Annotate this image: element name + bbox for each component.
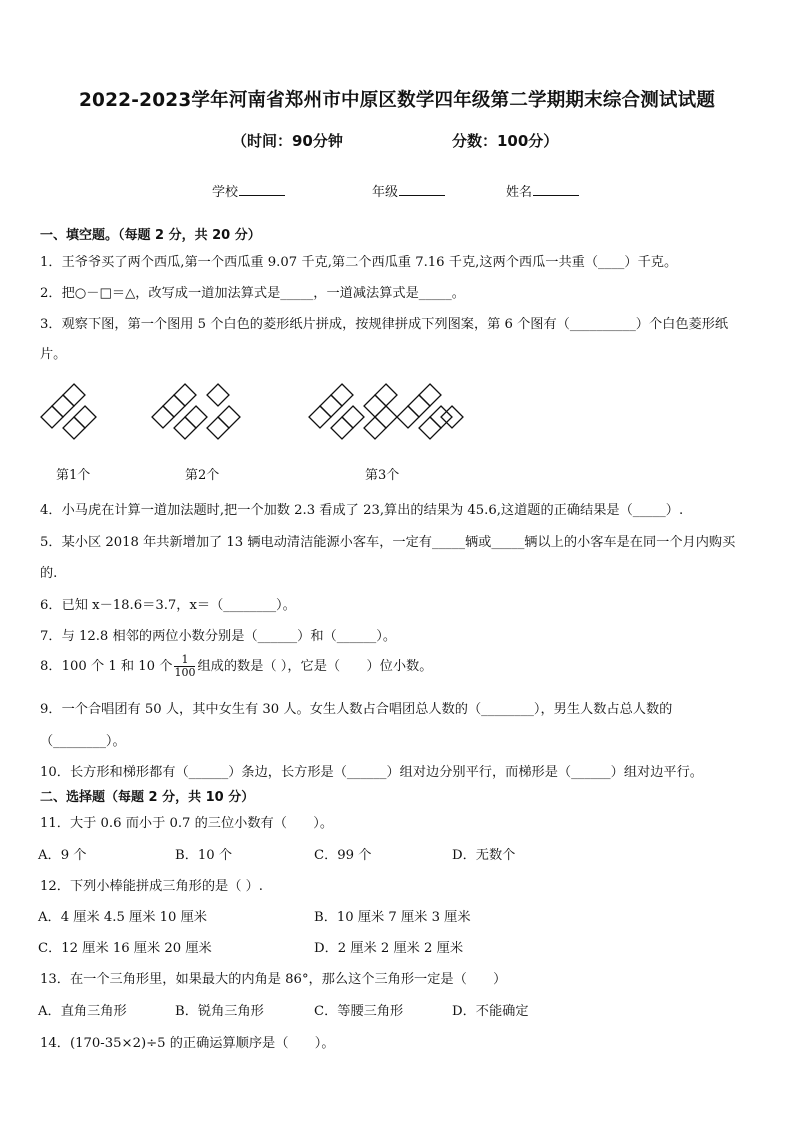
fraction xyxy=(174,654,195,679)
exam-title: 2022-2023学年河南省郑州市中原区数学四年级第二学期期末综合测试试题 xyxy=(78,90,716,111)
question-8 xyxy=(40,654,432,679)
question-4: 4．小马虎在计算一道加法题时,把一个加数 2.3 看成了 23,算出的结果为 45.6,这道题的正确结果是（_____）. xyxy=(40,503,684,518)
question-11-option-a[interactable]: A．9 个 xyxy=(38,848,87,863)
question-10: 10．长方形和梯形都有（______）条边，长方形是（______）组对边分别平行，而梯形是（______）组对边平行。 xyxy=(40,765,703,780)
rhombus xyxy=(419,384,441,406)
question-12-option-b[interactable]: B．10 厘米 7 厘米 3 厘米 xyxy=(314,910,471,925)
rhombus xyxy=(375,406,397,428)
rhombus xyxy=(375,384,397,406)
question-9-line-2: （________）。 xyxy=(40,734,126,749)
exam-time: （时间：90分钟 xyxy=(232,132,343,150)
rhombus xyxy=(331,384,353,406)
question-12-option-c[interactable]: C．12 厘米 16 厘米 20 厘米 xyxy=(38,941,212,956)
rhombus xyxy=(41,406,63,428)
question-9-line-1: 9．一个合唱团有 50 人，其中女生有 30 人。女生人数占合唱团总人数的（________），男生人数占总人数的 xyxy=(40,702,673,717)
section-2-heading: 二、选择题（每题 2 分，共 10 分） xyxy=(40,790,255,805)
rhombus xyxy=(397,406,419,428)
rhombus xyxy=(419,417,441,439)
pattern-figure-3 xyxy=(308,382,468,448)
question-2: 2．把○－□＝△，改写成一道加法算式是_____，一道减法算式是_____。 xyxy=(40,286,465,301)
rhombus xyxy=(52,395,74,417)
rhombus xyxy=(74,406,96,428)
question-13-option-a[interactable]: A．直角三角形 xyxy=(38,1004,127,1019)
question-11-option-d[interactable]: D．无数个 xyxy=(452,848,516,863)
question-12-option-a[interactable]: A．4 厘米 4.5 厘米 10 厘米 xyxy=(38,910,207,925)
fraction-numerator: 1 xyxy=(174,654,195,667)
rhombus xyxy=(207,384,229,406)
rhombus xyxy=(152,406,174,428)
question-3-line-1: 3．观察下图，第一个图用 5 个白色的菱形纸片拼成，按规律拼成下列图案，第 6 个图有（__________）个白色菱形纸 xyxy=(40,317,729,332)
question-13: 13．在一个三角形里，如果最大的内角是 86°，那么这个三角形一定是（ ） xyxy=(40,972,507,987)
question-8-text-after: 组成的数是（ ），它是（ ）位小数。 xyxy=(197,659,433,674)
question-11-option-c[interactable]: C．99 个 xyxy=(314,848,372,863)
question-1: 1．王爷爷买了两个西瓜,第一个西瓜重 9.07 千克,第二个西瓜重 7.16 千克,这两个西瓜一共重（____）千克。 xyxy=(40,255,678,270)
question-13-option-b[interactable]: B．锐角三角形 xyxy=(175,1004,264,1019)
question-7: 7．与 12.8 相邻的两位小数分别是（______）和（______）。 xyxy=(40,629,397,644)
grade-field xyxy=(372,181,445,200)
figure-label-3: 第3个 xyxy=(365,468,400,483)
question-5-line-1: 5．某小区 2018 年共新增加了 13 辆电动清洁能源小客车，一定有_____辆或_____辆以上的小客车是在同一个月内购买 xyxy=(40,535,736,550)
question-8-text-before: 8．100 个 1 和 10 个 xyxy=(40,659,173,674)
question-3-line-2: 片。 xyxy=(40,347,67,362)
school-label: 学校 xyxy=(212,185,239,200)
question-11: 11．大于 0.6 而小于 0.7 的三位小数有（ ）。 xyxy=(40,816,334,831)
rhombus xyxy=(364,395,386,417)
rhombus xyxy=(309,406,331,428)
rhombus xyxy=(331,417,353,439)
section-1-heading: 一、填空题。（每题 2 分，共 20 分） xyxy=(40,228,261,243)
figure-label-1: 第1个 xyxy=(56,468,91,483)
pattern-figure-1 xyxy=(40,382,112,448)
school-field xyxy=(212,181,285,200)
rhombus xyxy=(207,417,229,439)
question-13-option-d[interactable]: D．不能确定 xyxy=(452,1004,529,1019)
rhombus xyxy=(218,406,240,428)
school-blank[interactable] xyxy=(239,183,285,196)
rhombus xyxy=(320,395,342,417)
grade-label: 年级 xyxy=(372,185,399,200)
pattern-figure-2 xyxy=(151,382,257,448)
question-6: 6．已知 x－18.6＝3.7，x＝（________）。 xyxy=(40,598,296,613)
figure-label-2: 第2个 xyxy=(185,468,220,483)
rhombus xyxy=(63,384,85,406)
fraction-denominator: 100 xyxy=(174,666,196,679)
name-label: 姓名 xyxy=(506,185,533,200)
question-12-option-d[interactable]: D．2 厘米 2 厘米 2 厘米 xyxy=(314,941,464,956)
rhombus xyxy=(185,406,207,428)
rhombus xyxy=(364,417,386,439)
name-blank[interactable] xyxy=(533,183,579,196)
question-5-line-2: 的. xyxy=(40,566,58,581)
name-field xyxy=(506,181,579,200)
question-13-option-c[interactable]: C．等腰三角形 xyxy=(314,1004,404,1019)
question-14: 14．(170-35×2)÷5 的正确运算顺序是（ ）。 xyxy=(40,1036,335,1051)
rhombus xyxy=(163,395,185,417)
question-11-option-b[interactable]: B．10 个 xyxy=(175,848,233,863)
rhombus xyxy=(342,406,364,428)
exam-score: 分数：100分） xyxy=(452,132,559,150)
rhombus xyxy=(63,417,85,439)
grade-blank[interactable] xyxy=(399,183,445,196)
rhombus xyxy=(408,395,430,417)
question-12: 12．下列小棒能拼成三角形的是（ ）. xyxy=(40,879,263,894)
rhombus xyxy=(174,417,196,439)
rhombus xyxy=(174,384,196,406)
